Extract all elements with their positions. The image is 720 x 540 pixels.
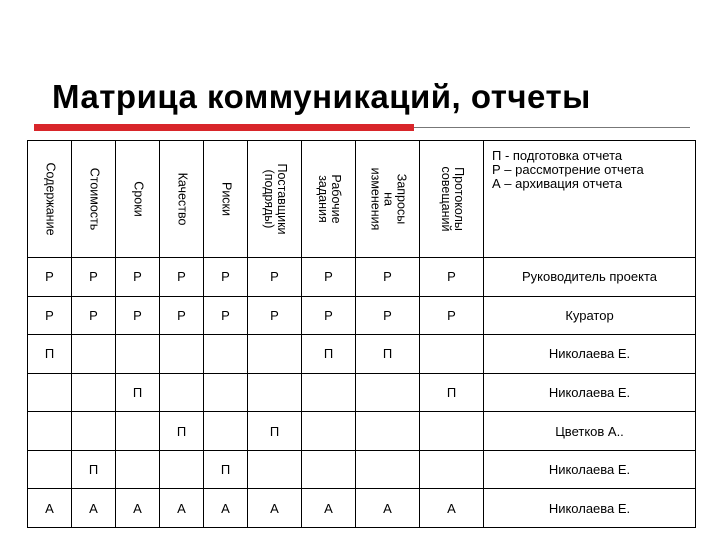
column-header-label: Качество [175,172,189,226]
matrix-cell: А [28,489,72,528]
column-header [204,141,248,258]
matrix-cell: Р [28,296,72,335]
matrix-cell [302,373,356,412]
matrix-cell [248,335,302,374]
table-row [28,412,696,451]
matrix-cell [420,335,484,374]
column-header-label: Риски [219,181,233,217]
matrix-cell [116,450,160,489]
matrix-cell [420,450,484,489]
communication-matrix [27,140,696,528]
table-row [28,296,696,335]
column-header [302,141,356,258]
matrix-cell: А [160,489,204,528]
column-header-label: Протоколы совещаний [438,166,466,232]
matrix-cell [116,335,160,374]
matrix-cell: А [356,489,420,528]
column-header-label: Сроки [131,181,145,217]
column-header-label: Стоимость [87,167,101,231]
table-row [28,450,696,489]
responsible-person: Цветков А.. [484,412,696,451]
matrix-cell: П [72,450,116,489]
responsible-person: Николаева Е. [484,335,696,374]
column-header-label: Содержание [43,162,57,236]
matrix-cell: Р [72,258,116,297]
header-row [28,141,696,258]
column-header-label: Поставщики (подряды) [261,163,289,235]
matrix-cell: А [116,489,160,528]
matrix-cell: П [302,335,356,374]
matrix-cell [204,373,248,412]
title-underline-thin [414,127,690,128]
matrix-cell: Р [356,296,420,335]
matrix-cell: Р [302,296,356,335]
matrix-cell: Р [28,258,72,297]
column-header [420,141,484,258]
matrix-cell [356,373,420,412]
matrix-cell [204,412,248,451]
matrix-cell: Р [204,258,248,297]
matrix-cell [160,373,204,412]
column-header-label: Запросы на изменения [368,167,408,231]
column-header [248,141,302,258]
matrix-cell [302,450,356,489]
slide-title: Матрица коммуникаций, отчеты [52,78,591,115]
matrix-cell [28,450,72,489]
matrix-cell [72,373,116,412]
matrix-cell [116,412,160,451]
matrix-cell: Р [160,258,204,297]
table-row [28,258,696,297]
legend: П - подготовка отчета Р – рассмотрение отчета А – архивация отчета [484,141,696,258]
matrix-cell [72,412,116,451]
matrix-cell: Р [420,296,484,335]
table-row [28,373,696,412]
matrix-cell: Р [72,296,116,335]
matrix-cell: Р [420,258,484,297]
matrix-cell: Р [248,258,302,297]
table-row [28,335,696,374]
matrix-cell [204,335,248,374]
matrix-cell: Р [248,296,302,335]
column-header-label: Рабочие задания [315,174,343,224]
column-header [72,141,116,258]
matrix-cell: П [160,412,204,451]
column-header [28,141,72,258]
responsible-person: Руководитель проекта [484,258,696,297]
matrix-cell [28,373,72,412]
matrix-cell [72,335,116,374]
matrix-cell: П [204,450,248,489]
matrix-cell [356,412,420,451]
matrix-cell: П [116,373,160,412]
matrix-cell: Р [160,296,204,335]
matrix-cell: А [72,489,116,528]
column-header [116,141,160,258]
column-header [160,141,204,258]
matrix-cell: Р [356,258,420,297]
responsible-person: Николаева Е. [484,373,696,412]
responsible-person: Николаева Е. [484,450,696,489]
matrix-cell: П [28,335,72,374]
matrix-cell: Р [302,258,356,297]
matrix-cell: П [248,412,302,451]
matrix-cell [160,335,204,374]
matrix-cell: А [248,489,302,528]
table-row [28,489,696,528]
responsible-person: Куратор [484,296,696,335]
matrix-cell: П [420,373,484,412]
matrix-cell: А [302,489,356,528]
matrix-cell [248,373,302,412]
column-header [356,141,420,258]
matrix-cell: Р [204,296,248,335]
title-underline-accent [34,124,414,131]
matrix-cell [356,450,420,489]
matrix-cell: А [204,489,248,528]
matrix-cell [28,412,72,451]
responsible-person: Николаева Е. [484,489,696,528]
matrix-cell [420,412,484,451]
matrix-cell: П [356,335,420,374]
matrix-cell [160,450,204,489]
matrix-cell [248,450,302,489]
matrix-cell: Р [116,258,160,297]
matrix-cell: Р [116,296,160,335]
matrix-cell [302,412,356,451]
matrix-cell: А [420,489,484,528]
